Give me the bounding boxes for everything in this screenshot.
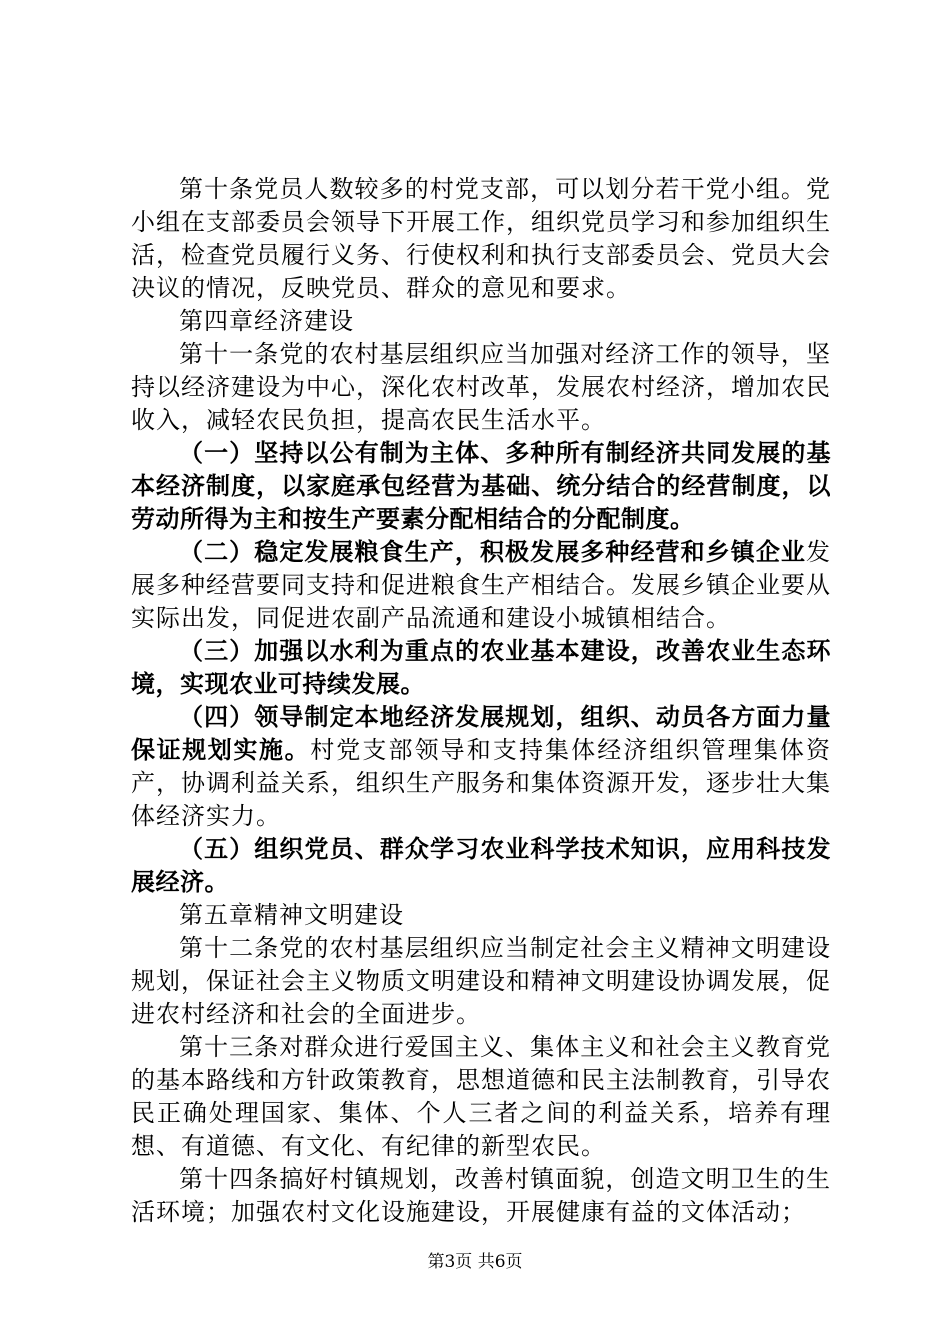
item-2-bold-text: （二）稳定发展粮食生产，积极发展多种经营和乡镇企业: [179, 538, 806, 566]
chapter-heading-5: 第五章精神文明建设: [179, 901, 404, 929]
paragraph-item-4: [131, 701, 831, 833]
paragraph-item-2: [131, 536, 831, 635]
paragraph-item-1: （一）坚持以公有制为主体、多种所有制经济共同发展的基本经济制度，以家庭承包经营为基础、统分结合的经营制度，以劳动所得为主和按生产要素分配相结合的分配制度。: [131, 439, 831, 533]
paragraph-article-14: 第十四条搞好村镇规划，改善村镇面貌，创造文明卫生的生活环境；加强农村文化设施建设，开展健康有益的文体活动；: [131, 1165, 831, 1226]
paragraph-article-13: 第十三条对群众进行爱国主义、集体主义和社会主义教育党的基本路线和方针政策教育，思想道德和民主法制教育，引导农民正确处理国家、集体、个人三者之间的利益关系，培养有理想、有道德、有文化、有纪律的新型农民。: [131, 1033, 831, 1160]
document-body: [131, 173, 831, 1229]
page-number: 第3页 共6页: [427, 1252, 523, 1272]
paragraph-item-3: （三）加强以水利为重点的农业基本建设，改善农业生态环境，实现农业可持续发展。: [131, 637, 831, 698]
chapter-heading-4: 第四章经济建设: [179, 307, 354, 335]
item-2-rest-text: 发展多种经营要同支持和促进粮食生产相结合。发展乡镇企业要从实际出发，同促进农副产品流通和建设小城镇相结合。: [131, 538, 831, 632]
item-4-bold-text: （四）领导制定本地经济发展规划，组织、动员各方面力量保证规划实施。: [131, 703, 831, 764]
page-footer: [0, 1247, 950, 1272]
paragraph-article-12: 第十二条党的农村基层组织应当制定社会主义精神文明建设规划，保证社会主义物质文明建设和精神文明建设协调发展，促进农村经济和社会的全面进步。: [131, 934, 831, 1028]
item-4-rest-text: 村党支部领导和支持集体经济组织管理集体资产，协调利益关系，组织生产服务和集体资源开发，逐步壮大集体经济实力。: [131, 736, 832, 830]
paragraph-item-5: （五）组织党员、群众学习农业科学技术知识，应用科技发展经济。: [131, 835, 831, 896]
paragraph-article-11: 第十一条党的农村基层组织应当加强对经济工作的领导，坚持以经济建设为中心，深化农村改革，发展农村经济，增加农民收入，减轻农民负担，提高农民生活水平。: [131, 340, 831, 434]
paragraph-article-10: 第十条党员人数较多的村党支部，可以划分若干党小组。党小组在支部委员会领导下开展工作，组织党员学习和参加组织生活，检查党员履行义务、行使权利和执行支部委员会、党员大会决议的情况，反映党员、群众的意见和要求。: [131, 175, 831, 302]
